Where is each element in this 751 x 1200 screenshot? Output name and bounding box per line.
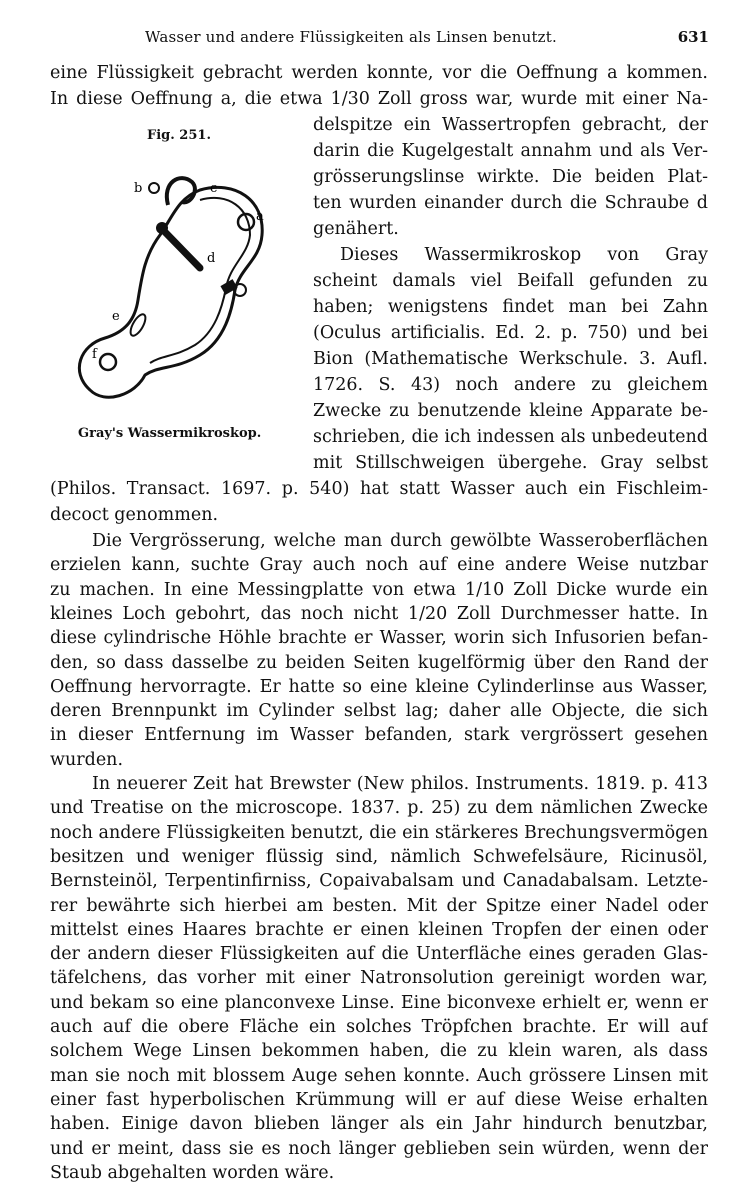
text-line: schrieben, die ich indessen als unbedeutend [313, 427, 708, 447]
text-line: zu machen. In eine Messingplatte von etwa 1/10 Zoll Dicke wurde ein [50, 579, 708, 600]
text-line: deren Brennpunkt im Cylinder selbst lag; daher alle Objecte, die sich [50, 701, 708, 722]
text-line: in dieser Entfernung im Wasser befanden, stark vergrössert gesehen [50, 725, 708, 746]
text-line: In neuerer Zeit hat Brewster (New philos. Instruments. 1819. p. 413 [92, 774, 708, 794]
figure-251 [50, 126, 290, 456]
text-line: Oeffnung hervorragte. Er hatte so eine kleine Cylinderlinse aus Wasser, [50, 676, 708, 697]
text-line: und Treatise on the microscope. 1837. p. 25) zu dem nämlichen Zwecke [50, 798, 708, 819]
text-line: darin die Kugelgestalt annahm und als Ver- [313, 141, 708, 161]
text-line: Zwecke zu benutzende kleine Apparate be- [313, 401, 708, 421]
text-line: eine Flüssigkeit gebracht werden konnte, vor die Oeffnung a kommen. [50, 63, 708, 83]
figure-letter-d: d [207, 251, 216, 266]
spring-hook [167, 178, 195, 205]
text-line: täfelchens, das vorher mit einer Natronsolution gereinigt worden war, [50, 968, 708, 989]
screw-head [156, 222, 168, 234]
text-line: ten wurden einander durch die Schraube d [313, 193, 708, 213]
text-line: genähert. [313, 219, 399, 239]
text-line: erzielen kann, suchte Gray auch noch auf eine andere Weise nutzbar [50, 555, 708, 576]
text-line: kleines Loch gebohrt, das noch nicht 1/20 Zoll Durchmesser hatte. In [50, 603, 708, 624]
text-line: Bion (Mathematische Werkschule. 3. Aufl. [313, 349, 708, 369]
text-line: mit Stillschweigen übergehe. Gray selbst [313, 453, 708, 473]
figure-letter-f: f [92, 347, 97, 362]
text-line: einer fast hyperbolischen Krümmung will er auf diese Weise erhalten [50, 1089, 708, 1110]
text-line: grösserungslinse wirkte. Die beiden Plat- [313, 167, 708, 187]
figure-letter-b: b [134, 181, 143, 196]
text-line: Staub abgehalten worden wäre. [50, 1162, 335, 1183]
text-line: wurden. [50, 749, 124, 770]
hole-b [149, 183, 159, 193]
hole-f [100, 354, 116, 370]
figure-letter-e: e [112, 309, 120, 324]
text-line: (Oculus artificialis. Ed. 2. p. 750) und bei [313, 323, 708, 343]
text-line: Die Vergrösserung, welche man durch gewölbte Wasseroberflächen [92, 531, 708, 551]
text-line: scheint damals viel Beifall gefunden zu [313, 271, 708, 291]
text-line: den, so dass dasselbe zu beiden Seiten kugelförmig über den Rand der [50, 652, 708, 673]
text-line: In diese Oeffnung a, die etwa 1/30 Zoll gross war, wurde mit einer Na- [50, 89, 708, 109]
gray-water-microscope-drawing [50, 150, 290, 420]
screw-d [165, 232, 200, 268]
text-line: haben; wenigstens findet man bei Zahn [313, 297, 708, 317]
page-number: 631 [677, 28, 709, 46]
text-line: und bekam so eine planconvexe Linse. Eine biconvexe erhielt er, wenn er [50, 992, 708, 1013]
text-line: decoct genommen. [50, 505, 219, 525]
text-line: Dieses Wassermikroskop von Gray [340, 245, 708, 265]
text-line: (Philos. Transact. 1697. p. 540) hat statt Wasser auch ein Fischleim- [50, 479, 708, 499]
text-line: delspitze ein Wassertropfen gebracht, der [313, 115, 708, 135]
figure-letter-c: c [210, 181, 218, 196]
text-line: mittelst eines Haares brachte er einen kleinen Tropfen der einen oder [50, 919, 708, 940]
text-line: besitzen und weniger flüssig sind, nämlich Schwefelsäure, Ricinusöl, [50, 846, 708, 867]
text-line: 1726. S. 43) noch andere zu gleichem [313, 375, 708, 395]
text-line: der andern dieser Flüssigkeiten auf die Unterfläche eines geraden Glas- [50, 944, 708, 965]
text-line: man sie noch mit blossem Auge sehen konnte. Auch grössere Linsen mit [50, 1065, 708, 1086]
text-line: auch auf die obere Fläche ein solches Tröpfchen brachte. Er will auf [50, 1017, 708, 1037]
figure-label: Fig. 251. [147, 128, 211, 143]
text-line: Bernsteinöl, Terpentinfirniss, Copaivabalsam und Canadabalsam. Letzte- [50, 871, 708, 892]
figure-letter-a: a [256, 209, 264, 224]
plate-inner-outline [150, 198, 250, 363]
text-line: haben. Einige davon blieben länger als ein Jahr hindurch benutzbar, [50, 1114, 708, 1135]
text-line: und er meint, dass sie es noch länger geblieben sein würden, wenn der [50, 1138, 708, 1159]
text-line: solchem Wege Linsen bekommen haben, die zu klein waren, als dass [50, 1041, 708, 1062]
running-header [0, 28, 751, 54]
text-line: noch andere Flüssigkeiten benutzt, die ein stärkeres Brechungsvermögen [50, 822, 708, 843]
slot-e [128, 312, 149, 338]
running-title: Wasser und andere Flüssigkeiten als Linsen benutzt. [145, 28, 557, 46]
text-line: diese cylindrische Höhle brachte er Wasser, worin sich Infusorien befan- [50, 628, 708, 649]
text-line: rer bewährte sich hierbei am besten. Mit der Spitze einer Nadel oder [50, 895, 708, 916]
figure-caption: Gray's Wassermikroskop. [78, 426, 262, 441]
